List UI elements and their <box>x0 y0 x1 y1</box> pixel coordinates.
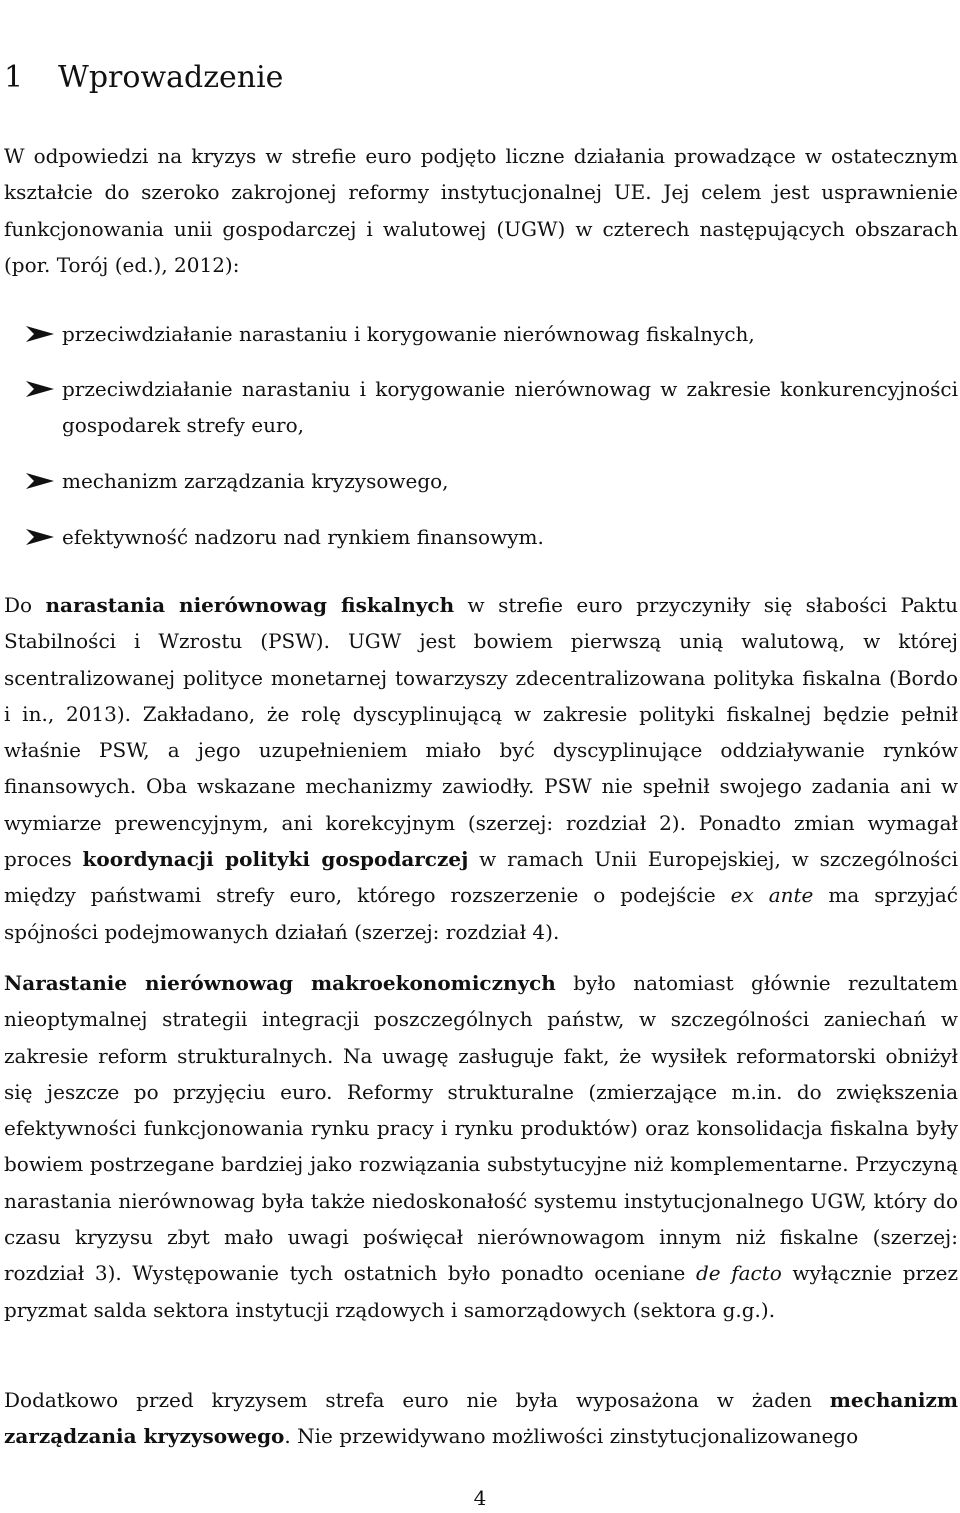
arrowhead-bullet-icon <box>25 472 55 490</box>
arrowhead-bullet-icon <box>25 325 55 343</box>
text-run: Do <box>4 593 46 617</box>
section-number: 1 <box>4 60 24 95</box>
text-run: . Nie przewidywano możliwości zinstytucjonalizowanego <box>284 1424 859 1449</box>
section-heading <box>4 56 283 100</box>
italic-term: de facto <box>695 1261 782 1286</box>
page-number: 4 <box>473 1486 487 1510</box>
paragraph-fiscal <box>4 587 958 950</box>
text-run: ma sprzyjać spójności podejmowanych działań (szerzej: rozdział 4). <box>4 883 958 944</box>
intro-paragraph: W odpowiedzi na kryzys w strefie euro podjęto liczne działania prowadzące w ostatecznym kształcie do szeroko zakrojonej reformy instytucjonalnej UE. Jej celem jest usprawnienie funkcjonowania unii gospodarczej i walutowej (UGW) w czterech następujących obszarach (por. Torój (ed.), 2012): <box>4 144 958 277</box>
paragraph-crisis <box>4 1382 958 1455</box>
text-run: w ramach Unii Europejskiej, w szczególności między państwami strefy euro, którego rozszerzenie o podejście <box>4 847 958 908</box>
paragraph-macro <box>4 965 958 1328</box>
text-run: w strefie euro przyczyniły się słabości Paktu Stabilności i Wzrostu (PSW). UGW jest bowiem pierwszą unią walutową, w której scentralizowanej polityce monetarnej towarzyszy zdecentralizowana polityka fiskalna (Bordo i in., 2013). Zakładano, że rolę dyscyplinującą w zakresie polityki fiskalnej będzie pełnił właśnie PSW, a jego uzupełnieniem miało być dyscyplinujące oddziaływanie rynków finansowych. Oba wskazane mechanizmy zawiodły. PSW nie spełnił swojego zadania ani w wymiarze prewencyjnym, ani korekcyjnym (szerzej: rozdział 2). Ponadto zmian wymagał proces <box>4 593 958 872</box>
arrowhead-bullet-icon <box>25 528 55 546</box>
text-run: wyłącznie przez pryzmat salda sektora instytucji rządowych i samorządowych (sektora g.g.). <box>4 1261 959 1322</box>
bullet-text: przeciwdziałanie narastaniu i korygowanie nierównowag fiskalnych, <box>62 322 755 346</box>
bold-term: Narastanie nierównowag makroekonomicznych <box>4 971 556 995</box>
bold-term: mechanizm zarządzania kryzysowego <box>4 1388 958 1449</box>
section-title: Wprowadzenie <box>58 60 284 95</box>
arrowhead-bullet-icon <box>25 380 55 398</box>
text-run: było natomiast głównie rezultatem nieoptymalnej strategii integracji poszczególnych państw, w szczególności zaniechań w zakresie reform strukturalnych. Na uwagę zasługuje fakt, że wysiłek reformatorski obniżył się jeszcze po przyjęciu euro. Reformy strukturalne (zmierzające m.in. do zwiększenia efektywności funkcjonowania rynku pracy i rynku produktów) oraz konsolidacja fiskalna były bowiem postrzegane bardziej jako rozwiązania substytucyjne niż komplementarne. Przyczyną narastania nierównowag była także niedoskonałość systemu instytucjonalnego UGW, który do czasu kryzysu zbyt mało uwagi poświęcał nierównowagom innym niż fiskalne (szerzej: rozdział 3). Występowanie tych ostatnich było ponadto oceniane <box>4 971 958 1286</box>
bullet-text: przeciwdziałanie narastaniu i korygowanie nierównowag w zakresie konkurencyjności gospodarek strefy euro, <box>62 377 958 438</box>
bold-term: koordynacji polityki gospodarczej <box>82 847 469 872</box>
bold-term: narastania nierównowag fiskalnych <box>45 593 455 617</box>
bullet-text: mechanizm zarządzania kryzysowego, <box>62 469 449 493</box>
italic-term: ex ante <box>730 883 814 908</box>
bullet-text: efektywność nadzoru nad rynkiem finansowym. <box>62 525 544 549</box>
text-run: Dodatkowo przed kryzysem strefa euro nie była wyposażona w żaden <box>4 1388 830 1412</box>
